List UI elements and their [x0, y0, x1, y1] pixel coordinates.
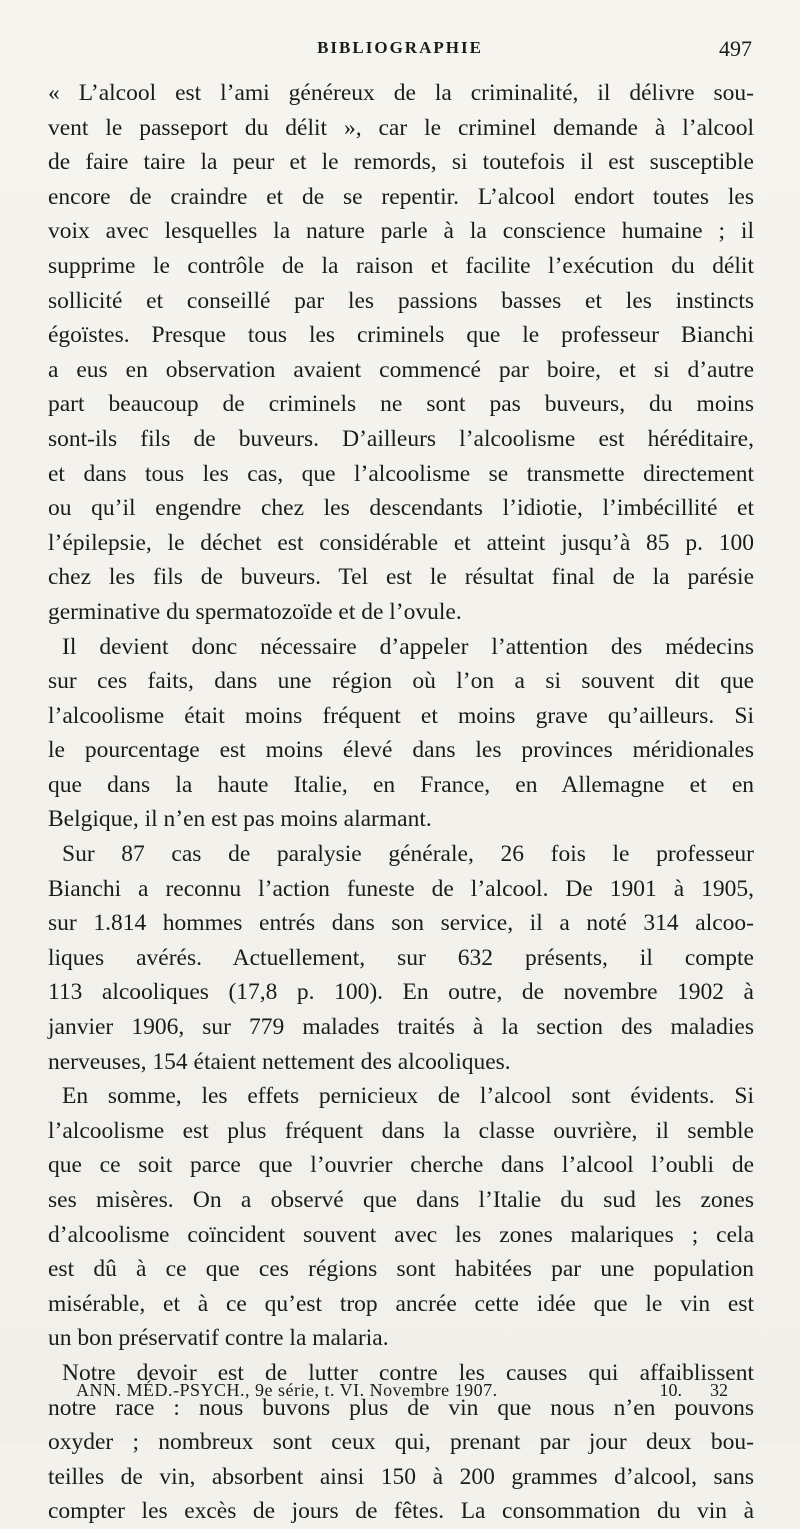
text-line: supprime le contrôle de la raison et facilite l’exécution du délit [48, 252, 754, 279]
text-line: que dans la haute Italie, en France, en Allemagne et en [48, 771, 754, 798]
text-line: germinative du spermatozoïde et de l’ovule. [48, 598, 462, 625]
text-line: chez les fils de buveurs. Tel est le résultat final de la parésie [48, 564, 754, 591]
text-line: part beaucoup de criminels ne sont pas buveurs, du moins [48, 391, 754, 418]
text-line: oxyder ; nombreux sont ceux qui, prenant par jour deux bou- [48, 1429, 754, 1456]
text-line: encore de craindre et de se repentir. L’alcool endort toutes les [48, 183, 754, 210]
text-line: Il devient donc nécessaire d’appeler l’attention des médecins [62, 633, 754, 660]
page-header [48, 36, 752, 62]
text-line: un bon préservatif contre la malaria. [48, 1325, 389, 1352]
sheet-number: 32 [710, 1380, 728, 1400]
text-line: misérable, et à ce qu’est trop ancrée cette idée que le vin est [48, 1290, 754, 1317]
running-title: BIBLIOGRAPHIE [317, 38, 483, 57]
text-line: a eus en observation avaient commencé par boire, et si d’autre [48, 356, 754, 383]
text-line: le pourcentage est moins élevé dans les provinces méridionales [48, 737, 754, 764]
text-line: sur ces faits, dans une région où l’on a si souvent dit que [48, 668, 754, 695]
text-line: 113 alcooliques (17,8 p. 100). En outre, de novembre 1902 à [48, 979, 754, 1006]
text-line: l’alcoolisme était moins fréquent et moins grave qu’ailleurs. Si [48, 702, 754, 729]
page-number: 497 [719, 36, 752, 61]
text-line: d’alcoolisme coïncident souvent avec les zones malariques ; cela [48, 1221, 754, 1248]
text-line: teilles de vin, absorbent ainsi 150 à 200 grammes d’alcool, sans [48, 1463, 754, 1490]
footer-signature-group [660, 1380, 729, 1401]
text-line: est dû à ce que ces régions sont habitées par une population [48, 1256, 754, 1283]
text-line: et dans tous les cas, que l’alcoolisme se transmette directement [48, 460, 754, 487]
text-line: égoïstes. Presque tous les criminels que le professeur Bianchi [48, 322, 754, 349]
text-line: nerveuses, 154 étaient nettement des alcooliques. [48, 1048, 511, 1075]
journal-reference: ANN. MÉD.-PSYCH., 9e série, t. VI. Novembre 1907. [76, 1380, 498, 1400]
text-line: compter les excès de jours de fêtes. La consommation du vin à [48, 1498, 754, 1525]
body-text [48, 76, 754, 1529]
text-line: Bianchi a reconnu l’action funeste de l’alcool. De 1901 à 1905, [48, 875, 754, 902]
text-line: notre race : nous buvons plus de vin que nous n’en pouvons [48, 1394, 754, 1421]
text-line: l’épilepsie, le déchet est considérable et atteint jusqu’à 85 p. 100 [48, 529, 754, 556]
page-footer [76, 1380, 728, 1401]
text-line: vent le passeport du délit », car le criminel demande à l’alcool [48, 114, 754, 141]
text-line: ou qu’il engendre chez les descendants l’idiotie, l’imbécillité et [48, 495, 754, 522]
text-line: sont-ils fils de buveurs. D’ailleurs l’alcoolisme est héréditaire, [48, 425, 754, 452]
text-line: janvier 1906, sur 779 malades traités à la section des maladies [48, 1014, 754, 1041]
text-line: que ce soit parce que l’ouvrier cherche dans l’alcool l’oubli de [48, 1152, 754, 1179]
signature-mark: 10. [659, 1380, 682, 1400]
text-line: Belgique, il n’en est pas moins alarmant. [48, 806, 432, 833]
text-line: « L’alcool est l’ami généreux de la criminalité, il délivre sou- [48, 80, 754, 106]
text-line: liques avérés. Actuellement, sur 632 présents, il compte [48, 944, 754, 971]
text-line: l’alcoolisme est plus fréquent dans la classe ouvrière, il semble [48, 1117, 754, 1144]
text-line: de faire taire la peur et le remords, si toutefois il est susceptible [48, 149, 754, 176]
text-line: sollicité et conseillé par les passions basses et les instincts [48, 287, 754, 314]
text-line: sur 1.814 hommes entrés dans son service, il a noté 314 alcoo- [48, 910, 754, 937]
text-line: ses misères. On a observé que dans l’Italie du sud les zones [48, 1187, 754, 1213]
text-line: voix avec lesquelles la nature parle à la conscience humaine ; il [48, 218, 754, 245]
text-line: Notre devoir est de lutter contre les causes qui affaiblissent [62, 1359, 754, 1386]
text-line: Sur 87 cas de paralysie générale, 26 fois le professeur [62, 841, 754, 868]
text-line: En somme, les effets pernicieux de l’alcool sont évidents. Si [62, 1083, 754, 1110]
